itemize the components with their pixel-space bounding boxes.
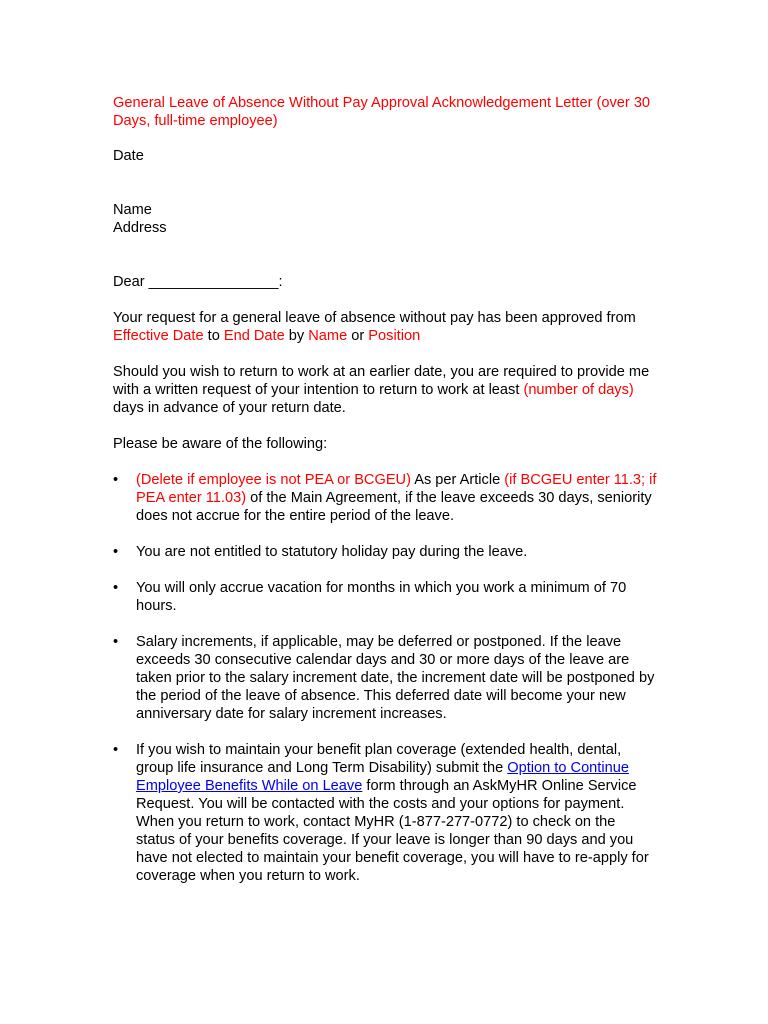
list-item-vacation: [113, 579, 658, 615]
recipient-block: [113, 201, 658, 237]
approval-text: by: [284, 328, 309, 344]
conditions-list: [113, 471, 658, 885]
letter-body: [113, 94, 658, 903]
recipient-name: Name: [113, 202, 152, 218]
benefits-text: form through an AskMyHR Online Service Request. You will be contacted with the costs and your options for payment. When you return to work, contact MyHR (1-877-277-0772) to check on the status of your benefits coverage. If your leave is longer than 90 days and you have not elected to maintain your benefit coverage, you will have to re-apply for coverage when you return to work.: [136, 778, 649, 884]
salary-text: Salary increments, if applicable, may be deferred or postponed. If the leave exceeds 30 consecutive calendar days and 30 or more days of the leave are taken prior to the salary increment date, the increment date will be postponed by the period of the leave of absence. This deferred date will become your new anniversary date for salary increment increases.: [136, 634, 655, 722]
delete-note-placeholder: (Delete if employee is not PEA or BCGEU): [136, 472, 411, 488]
article-note-placeholder: (if BCGEU enter 11.3; if PEA enter 11.03): [136, 472, 657, 506]
list-item-seniority: [113, 471, 658, 525]
number-of-days-placeholder: (number of days): [523, 382, 634, 398]
approval-paragraph: [113, 309, 658, 345]
seniority-text: As per Article: [410, 472, 505, 488]
holiday-text: You are not entitled to statutory holiday pay during the leave.: [136, 544, 528, 560]
list-item-benefits: [113, 741, 658, 885]
date-field: Date: [113, 148, 144, 164]
vacation-text: You will only accrue vacation for months in which you work a minimum of 70 hours.: [136, 580, 627, 614]
letter-title: General Leave of Absence Without Pay Approval Acknowledgement Letter (over 30 Days, full-time employee): [113, 95, 651, 129]
return-early-text: Should you wish to return to work at an earlier date, you are required to provide me with a written request of your intention to return to work at least: [113, 364, 650, 398]
bullet-icon: •: [113, 580, 119, 596]
approver-position-placeholder: Position: [368, 328, 421, 344]
bullet-icon: •: [113, 742, 119, 758]
return-early-paragraph: [113, 363, 658, 417]
list-item-holiday: [113, 543, 658, 561]
approval-text: or: [347, 328, 369, 344]
approval-text: Your request for a general leave of absence without pay has been approved from: [113, 310, 636, 326]
benefits-text: If you wish to maintain your benefit plan coverage (extended health, dental, group life insurance and Long Term Disability) submit the: [136, 742, 622, 776]
option-to-continue-benefits-link[interactable]: Option to Continue Employee Benefits While on Leave: [136, 760, 629, 794]
return-early-text: days in advance of your return date.: [113, 400, 346, 416]
bullet-icon: •: [113, 634, 119, 650]
aware-intro: Please be aware of the following:: [113, 436, 328, 452]
bullet-icon: •: [113, 544, 119, 560]
list-item-salary: [113, 633, 658, 723]
approver-name-placeholder: Name: [308, 328, 348, 344]
seniority-text: of the Main Agreement, if the leave exceeds 30 days, seniority does not accrue for the entire period of the leave.: [136, 490, 652, 524]
recipient-address: Address: [113, 220, 167, 236]
bullet-icon: •: [113, 472, 119, 488]
salutation: Dear ________________:: [113, 274, 283, 290]
end-date-placeholder: End Date: [223, 328, 285, 344]
approval-text: to: [203, 328, 224, 344]
effective-date-placeholder: Effective Date: [113, 328, 204, 344]
